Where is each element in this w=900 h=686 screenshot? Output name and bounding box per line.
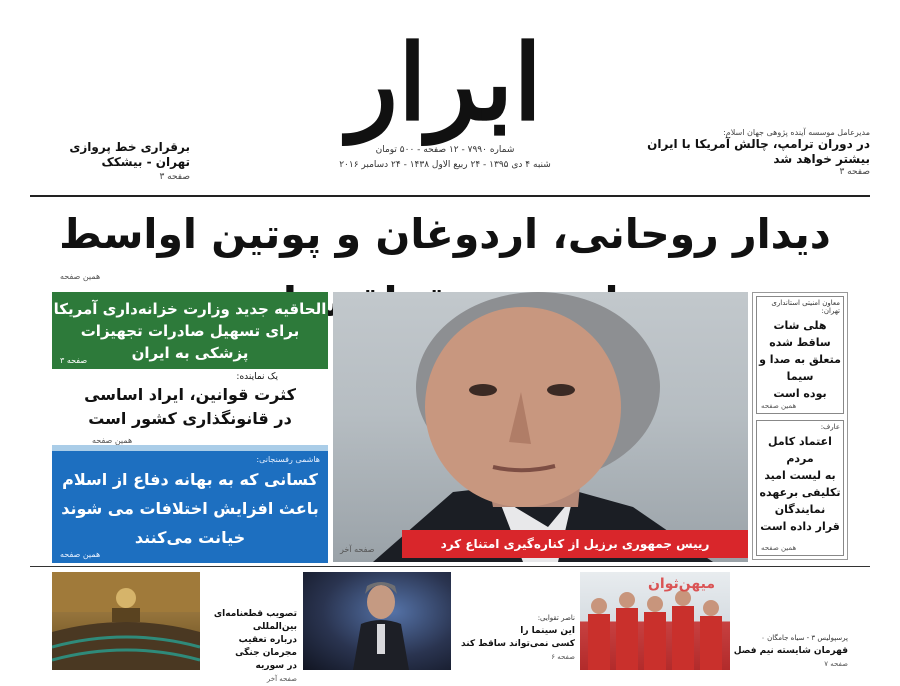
blue-story-page: همین صفحه [60, 550, 101, 559]
blue-story-box[interactable] [52, 445, 328, 563]
mid-story[interactable] [52, 370, 328, 445]
right-story-1-line4: بوده است [773, 387, 827, 400]
bottom-story-2-page: صفحه ۶ [551, 653, 575, 661]
main-headline[interactable]: دیدار روحانی، اردوغان و پوتین اواسط [59, 210, 831, 258]
issue-info: شماره ۷۹۹۰ - ۱۲ صفحه - ۵۰۰ تومان [375, 145, 515, 155]
right-story-1-line1: هلی شات [773, 319, 827, 332]
bottom-photo-1[interactable] [52, 572, 200, 670]
issue-date: شنبه ۴ دی ۱۳۹۵ - ۲۴ ربیع الاول ۱۴۳۸ - ۲۴ دسامبر ۲۰۱۶ [339, 160, 551, 170]
right-story-2-kicker: عارف: [820, 423, 840, 431]
right-story-2-line3: تکلیفی برعهده [759, 486, 841, 499]
blue-story-kicker: هاشمی رفسنجانی: [256, 455, 320, 464]
mid-story-page: همین صفحه [92, 436, 133, 445]
right-story-2-line2: به لیست امید [764, 469, 836, 482]
photo-caption[interactable]: رییس جمهوری برزیل از کناره‌گیری امتناع کرد [402, 530, 748, 558]
right-story-2-line4: نمایندگان [774, 503, 826, 516]
bottom-story-2-kicker: ناصر تقوایی: [537, 614, 575, 622]
bottom-story-1-line3: در سوریه [255, 661, 297, 671]
director-portrait [303, 572, 451, 670]
mid-story-line1: کثرت قوانین، ایراد اساسی [84, 385, 296, 404]
bottom-divider [30, 566, 870, 567]
teaser-left-line1: برقراری خط پروازی [69, 140, 190, 154]
bottom-story-3-page: صفحه ۷ [824, 660, 848, 668]
lead-photo-portrait [333, 292, 748, 562]
newspaper-logo: ابرار [347, 21, 543, 144]
bottom-story-3-line1: قهرمان شایسته نیم فصل [733, 646, 848, 656]
green-story-box[interactable] [52, 292, 328, 369]
assembly-hall-image [52, 572, 200, 670]
teaser-left-page: صفحه ۳ [159, 172, 190, 182]
bottom-story-3[interactable] [733, 632, 848, 671]
right-story-2[interactable] [756, 420, 844, 556]
teaser-right-kicker: مدیرعامل موسسه آینده پژوهی جهان اسلام: [723, 128, 870, 137]
right-story-1[interactable] [756, 296, 844, 414]
mid-story-line2: در قانونگذاری کشور است [88, 409, 292, 428]
bottom-story-2-line2: کسی نمی‌تواند ساقط کند [461, 639, 575, 649]
teaser-left-line2: تهران - بیشکک [101, 155, 190, 169]
blue-story-line2: باعث افزایش اختلافات می شوند [61, 499, 319, 518]
photo-page-ref: صفحه آخر [340, 545, 375, 554]
headline-page-ref: همین صفحه [60, 272, 101, 281]
bottom-story-1-line2: درباره تعقیب مجرمان جنگی [235, 635, 297, 658]
right-story-2-line1: اعتماد کامل مردم [768, 435, 832, 465]
lead-photo[interactable] [333, 292, 748, 562]
right-story-1-line2: ساقط شده [769, 336, 831, 349]
teaser-right[interactable] [640, 128, 870, 177]
teaser-left[interactable] [30, 140, 190, 185]
right-story-1-page: همین صفحه [761, 402, 797, 410]
bottom-story-1-line1: تصویب قطعنامه‌ای بین‌المللی [213, 609, 297, 632]
green-story-line2: برای تسهیل صادرات تجهیزات پزشکی به ایران [80, 322, 300, 362]
bottom-story-1[interactable] [202, 608, 297, 686]
bottom-story-3-kicker: پرسپولیس ۳ - سیاه جامگان ۰ [761, 634, 848, 642]
watermark-logo: میهن‌ثوان [647, 576, 715, 592]
right-story-2-line5: قرار داده است [760, 520, 840, 533]
blue-story-line3: خیانت می‌کنند [134, 528, 246, 547]
teaser-right-page: صفحه ۳ [839, 167, 870, 177]
blue-story-line1: کسانی که به بهانه دفاع از اسلام [62, 470, 318, 489]
green-story-line1: الحاقیه جدید وزارت خزانه‌داری آمریکا [53, 300, 327, 318]
masthead-divider [30, 195, 870, 197]
right-story-2-page: همین صفحه [761, 544, 797, 552]
bottom-story-2[interactable] [455, 612, 575, 664]
right-story-1-line3: متعلق به صدا و سیما [759, 353, 841, 383]
bottom-story-2-line1: این سینما را [520, 626, 575, 636]
teaser-right-line1: در دوران ترامپ، چالش آمریکا با ایران [647, 137, 870, 151]
bottom-story-1-page: صفحه آخر [266, 675, 297, 683]
bottom-photo-2[interactable] [303, 572, 451, 670]
mid-story-kicker: یک نماینده: [236, 372, 278, 382]
green-story-page: صفحه ۳ [60, 356, 88, 365]
teaser-right-line2: بیشتر خواهد شد [773, 152, 870, 166]
right-story-1-kicker: معاون امنیتی استانداری تهران: [771, 299, 840, 315]
